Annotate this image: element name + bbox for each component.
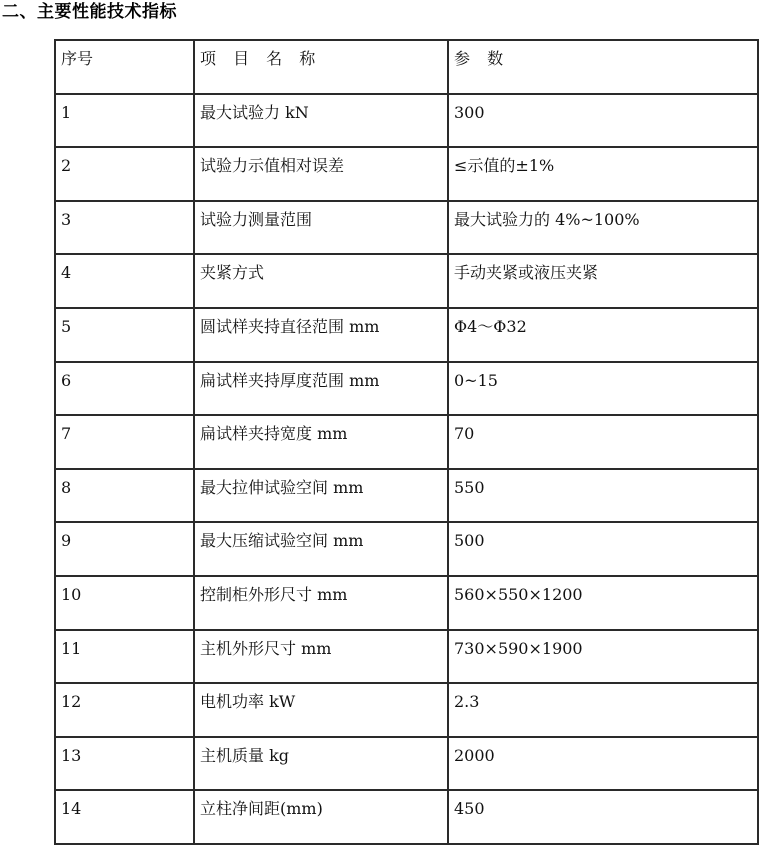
table-row	[55, 94, 758, 148]
row-no: 2	[55, 147, 194, 201]
spec-table	[54, 39, 759, 845]
row-value: 2000	[448, 737, 758, 791]
row-value: 手动夹紧或液压夹紧	[448, 254, 758, 308]
row-item: 最大拉伸试验空间 mm	[194, 469, 448, 523]
table-row	[55, 522, 758, 576]
row-item: 主机外形尺寸 mm	[194, 630, 448, 684]
table-header-row	[55, 40, 758, 94]
table-row	[55, 630, 758, 684]
table-row	[55, 576, 758, 630]
row-value: 2.3	[448, 683, 758, 737]
row-no: 12	[55, 683, 194, 737]
row-item: 最大压缩试验空间 mm	[194, 522, 448, 576]
table-row	[55, 147, 758, 201]
row-item: 试验力测量范围	[194, 201, 448, 255]
row-value: 300	[448, 94, 758, 148]
row-item: 控制柜外形尺寸 mm	[194, 576, 448, 630]
table-row	[55, 790, 758, 844]
row-no: 6	[55, 362, 194, 416]
row-no: 13	[55, 737, 194, 791]
table-row	[55, 362, 758, 416]
row-no: 14	[55, 790, 194, 844]
header-item: 项 目 名 称	[194, 40, 448, 94]
row-item: 圆试样夹持直径范围 mm	[194, 308, 448, 362]
row-value: 450	[448, 790, 758, 844]
row-item: 夹紧方式	[194, 254, 448, 308]
table-row	[55, 201, 758, 255]
row-no: 9	[55, 522, 194, 576]
row-item: 最大试验力 kN	[194, 94, 448, 148]
row-value: 550	[448, 469, 758, 523]
table-row	[55, 683, 758, 737]
row-value: Φ4～Φ32	[448, 308, 758, 362]
row-item: 扁试样夹持宽度 mm	[194, 415, 448, 469]
row-no: 10	[55, 576, 194, 630]
table-row	[55, 737, 758, 791]
row-no: 3	[55, 201, 194, 255]
row-item: 电机功率 kW	[194, 683, 448, 737]
row-no: 4	[55, 254, 194, 308]
row-no: 11	[55, 630, 194, 684]
table-row	[55, 469, 758, 523]
row-value: 500	[448, 522, 758, 576]
row-value: ≤示值的±1%	[448, 147, 758, 201]
row-value: 560×550×1200	[448, 576, 758, 630]
row-item: 立柱净间距(mm)	[194, 790, 448, 844]
table-row	[55, 415, 758, 469]
table-row	[55, 308, 758, 362]
row-item: 扁试样夹持厚度范围 mm	[194, 362, 448, 416]
row-no: 5	[55, 308, 194, 362]
row-item: 主机质量 kg	[194, 737, 448, 791]
row-no: 8	[55, 469, 194, 523]
row-no: 7	[55, 415, 194, 469]
header-no: 序号	[55, 40, 194, 94]
section-title: 二、主要性能技术指标	[2, 2, 177, 22]
row-value: 730×590×1900	[448, 630, 758, 684]
row-value: 0~15	[448, 362, 758, 416]
row-value: 最大试验力的 4%~100%	[448, 201, 758, 255]
header-value: 参 数	[448, 40, 758, 94]
table-row	[55, 254, 758, 308]
row-no: 1	[55, 94, 194, 148]
row-value: 70	[448, 415, 758, 469]
row-item: 试验力示值相对误差	[194, 147, 448, 201]
